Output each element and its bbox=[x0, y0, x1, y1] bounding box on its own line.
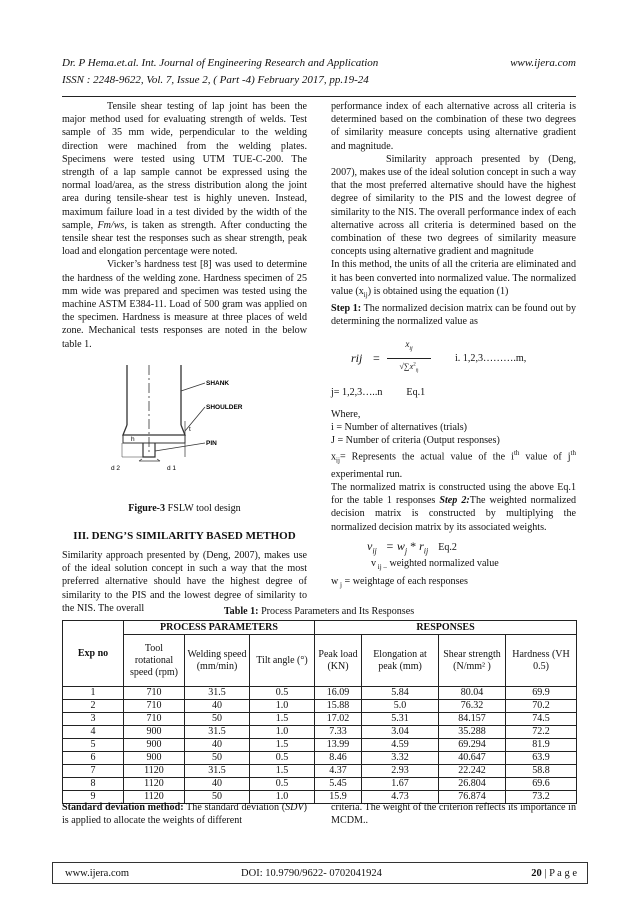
sdv-paragraph: Standard deviation method: The standard deviation (SDV) is applied to allocate the weights of different bbox=[62, 802, 307, 827]
cell-exp-no: 9 bbox=[63, 791, 124, 804]
table-row bbox=[63, 752, 577, 765]
d2-label: d 2 bbox=[110, 464, 120, 472]
def-v: v $_{ij -}$ weighted normalized value bbox=[371, 558, 499, 572]
cell-shear-strength: 84.157 bbox=[439, 713, 506, 726]
cell-peak-load: 17.02 bbox=[315, 713, 362, 726]
cell-exp-no: 1 bbox=[63, 687, 124, 700]
t-label: t bbox=[188, 425, 191, 433]
cell-shear-strength: 40.647 bbox=[439, 752, 506, 765]
cell-exp-no: 8 bbox=[63, 778, 124, 791]
cell-welding-speed: 40 bbox=[185, 778, 250, 791]
cell-exp-no: 5 bbox=[63, 739, 124, 752]
def-j: J = Number of criteria (Output responses) bbox=[331, 435, 500, 447]
cell-hardness: 81.9 bbox=[506, 739, 577, 752]
strength-formula: Fm/ws bbox=[97, 219, 125, 231]
cell-tool-speed: 900 bbox=[124, 739, 185, 752]
cell-welding-speed: 31.5 bbox=[185, 687, 250, 700]
table-row bbox=[63, 726, 577, 739]
cell-elongation: 1.67 bbox=[362, 778, 439, 791]
cell-tool-speed: 1120 bbox=[124, 778, 185, 791]
paragraph-tensile: Tensile shear testing of lap joint has been the major method used for evaluating strength of welds. Test sample of 35 mm wide, perpendicular to the welding direction were machined from the welding plates. Specimens were tested using UTM TUE-C-200. The strength of a lap sample cannot be expressed using the normal load/area, as the stress distribution along the joint area during tensile-shear test is highly uneven. Instead, maximum failure load in a test divided by the width of the sample, Fm/ws, is taken as strength. After conducting the tensile shear test the responses such as shear strength, peak load and elongation percentage were noted. bbox=[62, 101, 307, 258]
cell-hardness: 72.2 bbox=[506, 726, 577, 739]
page-header bbox=[62, 56, 576, 87]
where-label: Where, bbox=[331, 408, 361, 420]
cell-exp-no: 4 bbox=[63, 726, 124, 739]
paragraph-similarity-right: Similarity approach presented by (Deng, 2007), makes use of the ideal solution concept in such a way that the most preferred alternative should have the highest degree of similarity to the PIS and the lowest degree of similarity to the NIS. The overall performance index of each alternative across all criteria is determined based on the combination of these two degrees of similarity measure concepts using alternative gradient and magnitude bbox=[331, 153, 576, 258]
cell-tool-speed: 710 bbox=[124, 700, 185, 713]
cell-tool-speed: 710 bbox=[124, 687, 185, 700]
journal-citation: Dr. P Hema.et.al. Int. Journal of Engineering Research and Application bbox=[62, 57, 379, 69]
tool-diagram bbox=[105, 361, 265, 496]
cell-tilt-angle: 1.0 bbox=[250, 791, 315, 804]
cell-peak-load: 8.46 bbox=[315, 752, 362, 765]
cell-welding-speed: 50 bbox=[185, 791, 250, 804]
cell-tilt-angle: 0.5 bbox=[250, 778, 315, 791]
issn-line: ISSN : 2248-9622, Vol. 7, Issue 2, ( Part -4) February 2017, pp.19-24 bbox=[62, 74, 369, 86]
h-label: h bbox=[130, 435, 135, 443]
table-row bbox=[63, 700, 577, 713]
cell-welding-speed: 31.5 bbox=[185, 726, 250, 739]
cell-elongation: 3.04 bbox=[362, 726, 439, 739]
d1-label: d 1 bbox=[166, 464, 176, 472]
cell-tilt-angle: 1.5 bbox=[250, 713, 315, 726]
def-i: i = Number of alternatives (trials) bbox=[331, 421, 468, 433]
table-row bbox=[63, 687, 577, 700]
figure-caption: Figure-3 FSLW tool design bbox=[128, 502, 241, 514]
group-process-parameters: PROCESS PARAMETERS bbox=[124, 621, 315, 635]
def-w: w $_j$ = weightage of each responses bbox=[331, 575, 468, 589]
paragraph-performance: performance index of each alternative across all criteria is determined based on the combination of these two degrees of similarity measure concepts using alternative gradient and magnitude. bbox=[331, 101, 576, 152]
col-welding-speed: Welding speed (mm/min) bbox=[185, 635, 250, 687]
cell-exp-no: 2 bbox=[63, 700, 124, 713]
cell-tilt-angle: 1.0 bbox=[250, 700, 315, 713]
paragraph-similarity-left: Similarity approach presented by (Deng, 2007), makes use of the ideal solution concept in such a way that the most preferred alternative should have the highest degree of similarity to the PIS and the lowest degree of similarity to the NIS. The overall bbox=[62, 550, 307, 614]
cell-exp-no: 7 bbox=[63, 765, 124, 778]
left-column bbox=[62, 100, 307, 615]
cell-welding-speed: 50 bbox=[185, 752, 250, 765]
cell-exp-no: 6 bbox=[63, 752, 124, 765]
cell-hardness: 74.5 bbox=[506, 713, 577, 726]
paragraph-normalization: In this method, the units of all the criteria are eliminated and it has been converted into normalized value. The normalized value $(x_{ij})$ is obtained using the equation (1) bbox=[331, 259, 576, 299]
col-peak-load: Peak load (KN) bbox=[315, 635, 362, 687]
process-parameters-table bbox=[62, 620, 577, 804]
shank-label: SHANK bbox=[205, 379, 229, 387]
cell-peak-load: 15.9 bbox=[315, 791, 362, 804]
cell-shear-strength: 80.04 bbox=[439, 687, 506, 700]
cell-tool-speed: 900 bbox=[124, 752, 185, 765]
cell-elongation: 4.73 bbox=[362, 791, 439, 804]
cell-tilt-angle: 1.5 bbox=[250, 765, 315, 778]
paragraph-step2: The normalized matrix is constructed using the above Eq.1 for the table 1 responses Step 2:The weighted normalized decision matrix is constructed by multiplying the normalized decision matrix by its associated weights. bbox=[331, 482, 577, 533]
cell-hardness: 63.9 bbox=[506, 752, 577, 765]
cell-tool-speed: 1120 bbox=[124, 791, 185, 804]
cell-peak-load: 7.33 bbox=[315, 726, 362, 739]
equation-1 bbox=[331, 338, 576, 386]
cell-welding-speed: 31.5 bbox=[185, 765, 250, 778]
cell-elongation: 2.93 bbox=[362, 765, 439, 778]
eq1-equals: = bbox=[373, 351, 380, 366]
footer-doi: DOI: 10.9790/9622- 0702041924 bbox=[241, 867, 382, 879]
cell-hardness: 69.9 bbox=[506, 687, 577, 700]
table-row bbox=[63, 713, 577, 726]
col-tilt-angle: Tilt angle (°) bbox=[250, 635, 315, 687]
cell-tool-speed: 900 bbox=[124, 726, 185, 739]
equation-2: $v_{ij} = w_j * r_{ij}$ Eq.2 bbox=[367, 538, 457, 556]
col-tool-speed: Tool rotational speed (rpm) bbox=[124, 635, 185, 687]
table-title: Table 1: Process Parameters and Its Responses bbox=[223, 606, 415, 617]
cell-welding-speed: 40 bbox=[185, 739, 250, 752]
pin-label: PIN bbox=[205, 439, 217, 447]
cell-shear-strength: 76.32 bbox=[439, 700, 506, 713]
step-1: Step 1: The normalized decision matrix can be found out by determining the normalized value as bbox=[331, 303, 576, 328]
cell-peak-load: 15.88 bbox=[315, 700, 362, 713]
cell-hardness: 70.2 bbox=[506, 700, 577, 713]
table-row bbox=[63, 778, 577, 791]
table-row bbox=[63, 739, 577, 752]
cell-elongation: 5.31 bbox=[362, 713, 439, 726]
eq1-j-range: j= 1,2,3…..n Eq.1 bbox=[331, 387, 426, 399]
cell-welding-speed: 40 bbox=[185, 700, 250, 713]
cell-hardness: 73.2 bbox=[506, 791, 577, 804]
right-column bbox=[331, 100, 576, 592]
cell-elongation: 5.0 bbox=[362, 700, 439, 713]
col-elongation: Elongation at peak (mm) bbox=[362, 635, 439, 687]
cell-elongation: 5.84 bbox=[362, 687, 439, 700]
fslw-tool-figure bbox=[105, 361, 265, 496]
cell-peak-load: 4.37 bbox=[315, 765, 362, 778]
cell-shear-strength: 76.874 bbox=[439, 791, 506, 804]
cell-peak-load: 5.45 bbox=[315, 778, 362, 791]
cell-peak-load: 16.09 bbox=[315, 687, 362, 700]
col-exp-no: Exp no bbox=[63, 621, 124, 687]
cell-elongation: 4.59 bbox=[362, 739, 439, 752]
header-rule bbox=[62, 96, 576, 97]
cell-shear-strength: 22.242 bbox=[439, 765, 506, 778]
cell-shear-strength: 69.294 bbox=[439, 739, 506, 752]
cell-tilt-angle: 1.5 bbox=[250, 739, 315, 752]
journal-website: www.ijera.com bbox=[510, 57, 576, 69]
cell-tilt-angle: 0.5 bbox=[250, 687, 315, 700]
cell-tool-speed: 1120 bbox=[124, 765, 185, 778]
cell-hardness: 69.6 bbox=[506, 778, 577, 791]
col-hardness: Hardness (VH 0.5) bbox=[506, 635, 577, 687]
page-footer bbox=[52, 862, 588, 884]
table-row bbox=[63, 765, 577, 778]
eq1-lhs: rij bbox=[351, 351, 363, 366]
shoulder-label: SHOULDER bbox=[205, 403, 242, 411]
cell-tilt-angle: 0.5 bbox=[250, 752, 315, 765]
paragraph-hardness: Vicker’s hardness test [8] was used to determine the hardness of the welding zone. Hardness specimen of 25 mm wide was prepared and specimen was tested using the machine ASTM E384-11. Load of 500 gram was applied on the specimen. Hardness is measure at three places of weld zone. Mechanical tests responses are noted in the below table 1. bbox=[62, 259, 307, 350]
cell-tilt-angle: 1.0 bbox=[250, 726, 315, 739]
section-title: III. DENG’S SIMILARITY BASED METHOD bbox=[73, 530, 296, 543]
footer-site: www.ijera.com bbox=[65, 867, 130, 879]
criteria-paragraph: criteria. The weight of the criterion reflects its importance in MCDM.. bbox=[331, 802, 576, 827]
cell-tool-speed: 710 bbox=[124, 713, 185, 726]
footer-page: 20 | P a g e bbox=[531, 867, 577, 879]
cell-exp-no: 3 bbox=[63, 713, 124, 726]
eq1-fraction: $x_{ij}$ $√\sum x^2_{ij}$ bbox=[387, 338, 431, 378]
def-x: $x_{ij}=$ Represents the actual value of the $i^{th}$ value of $j^{th}$ experimental run. bbox=[331, 449, 576, 480]
group-responses: RESPONSES bbox=[315, 621, 577, 635]
col-shear-strength: Shear strength (N/mm² ) bbox=[439, 635, 506, 687]
cell-welding-speed: 50 bbox=[185, 713, 250, 726]
cell-peak-load: 13.99 bbox=[315, 739, 362, 752]
cell-elongation: 3.32 bbox=[362, 752, 439, 765]
eq1-i-range: i. 1,2,3……….m, bbox=[455, 353, 527, 365]
cell-hardness: 58.8 bbox=[506, 765, 577, 778]
cell-shear-strength: 35.288 bbox=[439, 726, 506, 739]
cell-shear-strength: 26.804 bbox=[439, 778, 506, 791]
